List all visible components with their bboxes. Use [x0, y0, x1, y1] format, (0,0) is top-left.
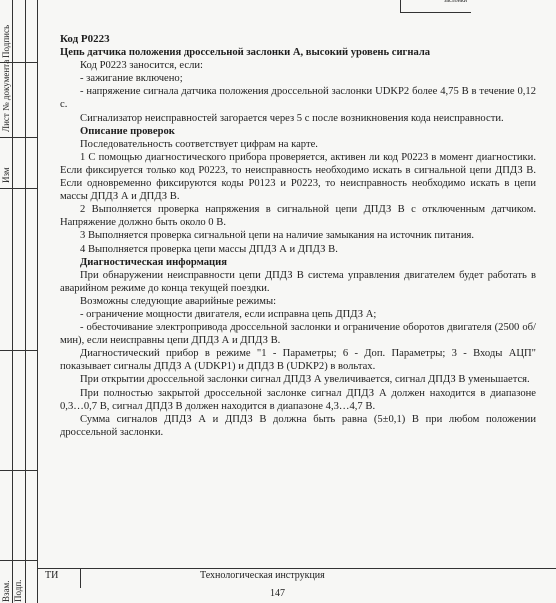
footer-doc-code: ТИ	[45, 570, 59, 581]
paragraph: 1 С помощью диагностического прибора проверяется, активен ли код Р0223 в момент диагностики. Если фиксируется только код Р0223, то неисправность необходимо искать в сигнальной цепи ДПДЗ В. Если одновременно фиксируются коды Р0123 и Р0223, то неисправность необходимо искать в цепи массы ДПДЗ А и ДПДЗ В.	[60, 151, 536, 203]
strip-rule	[0, 350, 38, 351]
strip-divider	[37, 0, 38, 603]
margin-stamp-strip	[0, 0, 38, 603]
stamp-izm: Изм	[1, 167, 11, 183]
paragraph: 3 Выполняется проверка сигнальной цепи на наличие замыкания на источник питания.	[80, 230, 475, 242]
stamp-list-doc: Лист № документа	[1, 59, 11, 132]
footer-title: Технологическая инструкция	[200, 570, 325, 581]
paragraph: 4 Выполняется проверка цепи массы ДПДЗ А и ДПДЗ В.	[80, 243, 338, 255]
paragraph: - зажигание включено;	[80, 73, 183, 85]
stamp-podp: Подп.	[13, 579, 23, 602]
paragraph: 2 Выполняется проверка напряжения в сигнальной цепи ДПДЗ В с отключенным датчиком. Напряжение должно быть около 0 В.	[60, 204, 536, 229]
stamp-podpis: Подпись	[1, 24, 11, 58]
strip-rule	[0, 188, 38, 189]
strip-rule	[0, 470, 38, 471]
paragraph: При открытии дроссельной заслонки сигнал ДПДЗ А увеличивается, сигнал ДПДЗ В уменьшается.	[80, 374, 530, 386]
paragraph: - обесточивание электропривода дроссельной заслонки и ограничение оборотов двигателя (2500 об/мин), если неисправны цепи ДПДЗ А и ДПДЗ В.	[60, 322, 536, 347]
strip-rule	[0, 137, 38, 138]
strip-divider	[12, 0, 13, 603]
page-title: Код P0223	[60, 33, 110, 45]
paragraph: Код Р0223 заносится, если:	[80, 60, 203, 72]
paragraph: Диагностический прибор в режиме "1 - Параметры; 6 - Доп. Параметры; 3 - Входы АЦП" показывает сигналы ДПДЗ А (UDKP1) и ДПДЗ В (UDKP2) в вольтах.	[60, 348, 536, 373]
paragraph: Последовательность соответствует цифрам на карте.	[80, 138, 318, 150]
page-subtitle: Цепь датчика положения дроссельной заслонки А, высокий уровень сигнала	[60, 47, 431, 59]
footer-rule	[38, 568, 556, 569]
paragraph: При полностью закрытой дроссельной заслонке сигнал ДПДЗ А должен находится в диапазоне 0,3…0,7 В, сигнал ДПДЗ В должен находится в диапазоне 4,3…4,7 В.	[60, 387, 536, 412]
paragraph: Возможны следующие аварийные режимы:	[80, 295, 277, 307]
strip-rule	[0, 560, 38, 561]
page-number: 147	[270, 588, 285, 599]
strip-divider	[25, 0, 26, 603]
paragraph: - напряжение сигнала датчика положения дроссельной заслонки UDKP2 более 4,75 В в течение 0,12 с.	[60, 86, 536, 111]
paragraph: Сигнализатор неисправностей загорается через 5 с после возникновения кода неисправности.	[80, 112, 504, 124]
stamp-vzam: Взам.	[1, 580, 11, 602]
section-heading: Диагностическая информация	[80, 256, 227, 268]
paragraph: - ограничение мощности двигателя, если исправна цепь ДПДЗ А;	[80, 308, 377, 320]
paragraph: При обнаружении неисправности цепи ДПДЗ В система управления двигателем будет работать в аварийном режиме до конца текущей поездки.	[60, 269, 536, 294]
footer-divider	[80, 568, 81, 588]
top-corner-text: заслонки	[443, 0, 467, 4]
section-heading: Описание проверок	[80, 125, 175, 137]
document-body	[60, 33, 536, 439]
paragraph: Сумма сигналов ДПДЗ А и ДПДЗ В должна быть равна (5±0,1) В при любом положении дроссельной заслонки.	[60, 413, 536, 438]
top-corner-mark	[400, 0, 471, 13]
